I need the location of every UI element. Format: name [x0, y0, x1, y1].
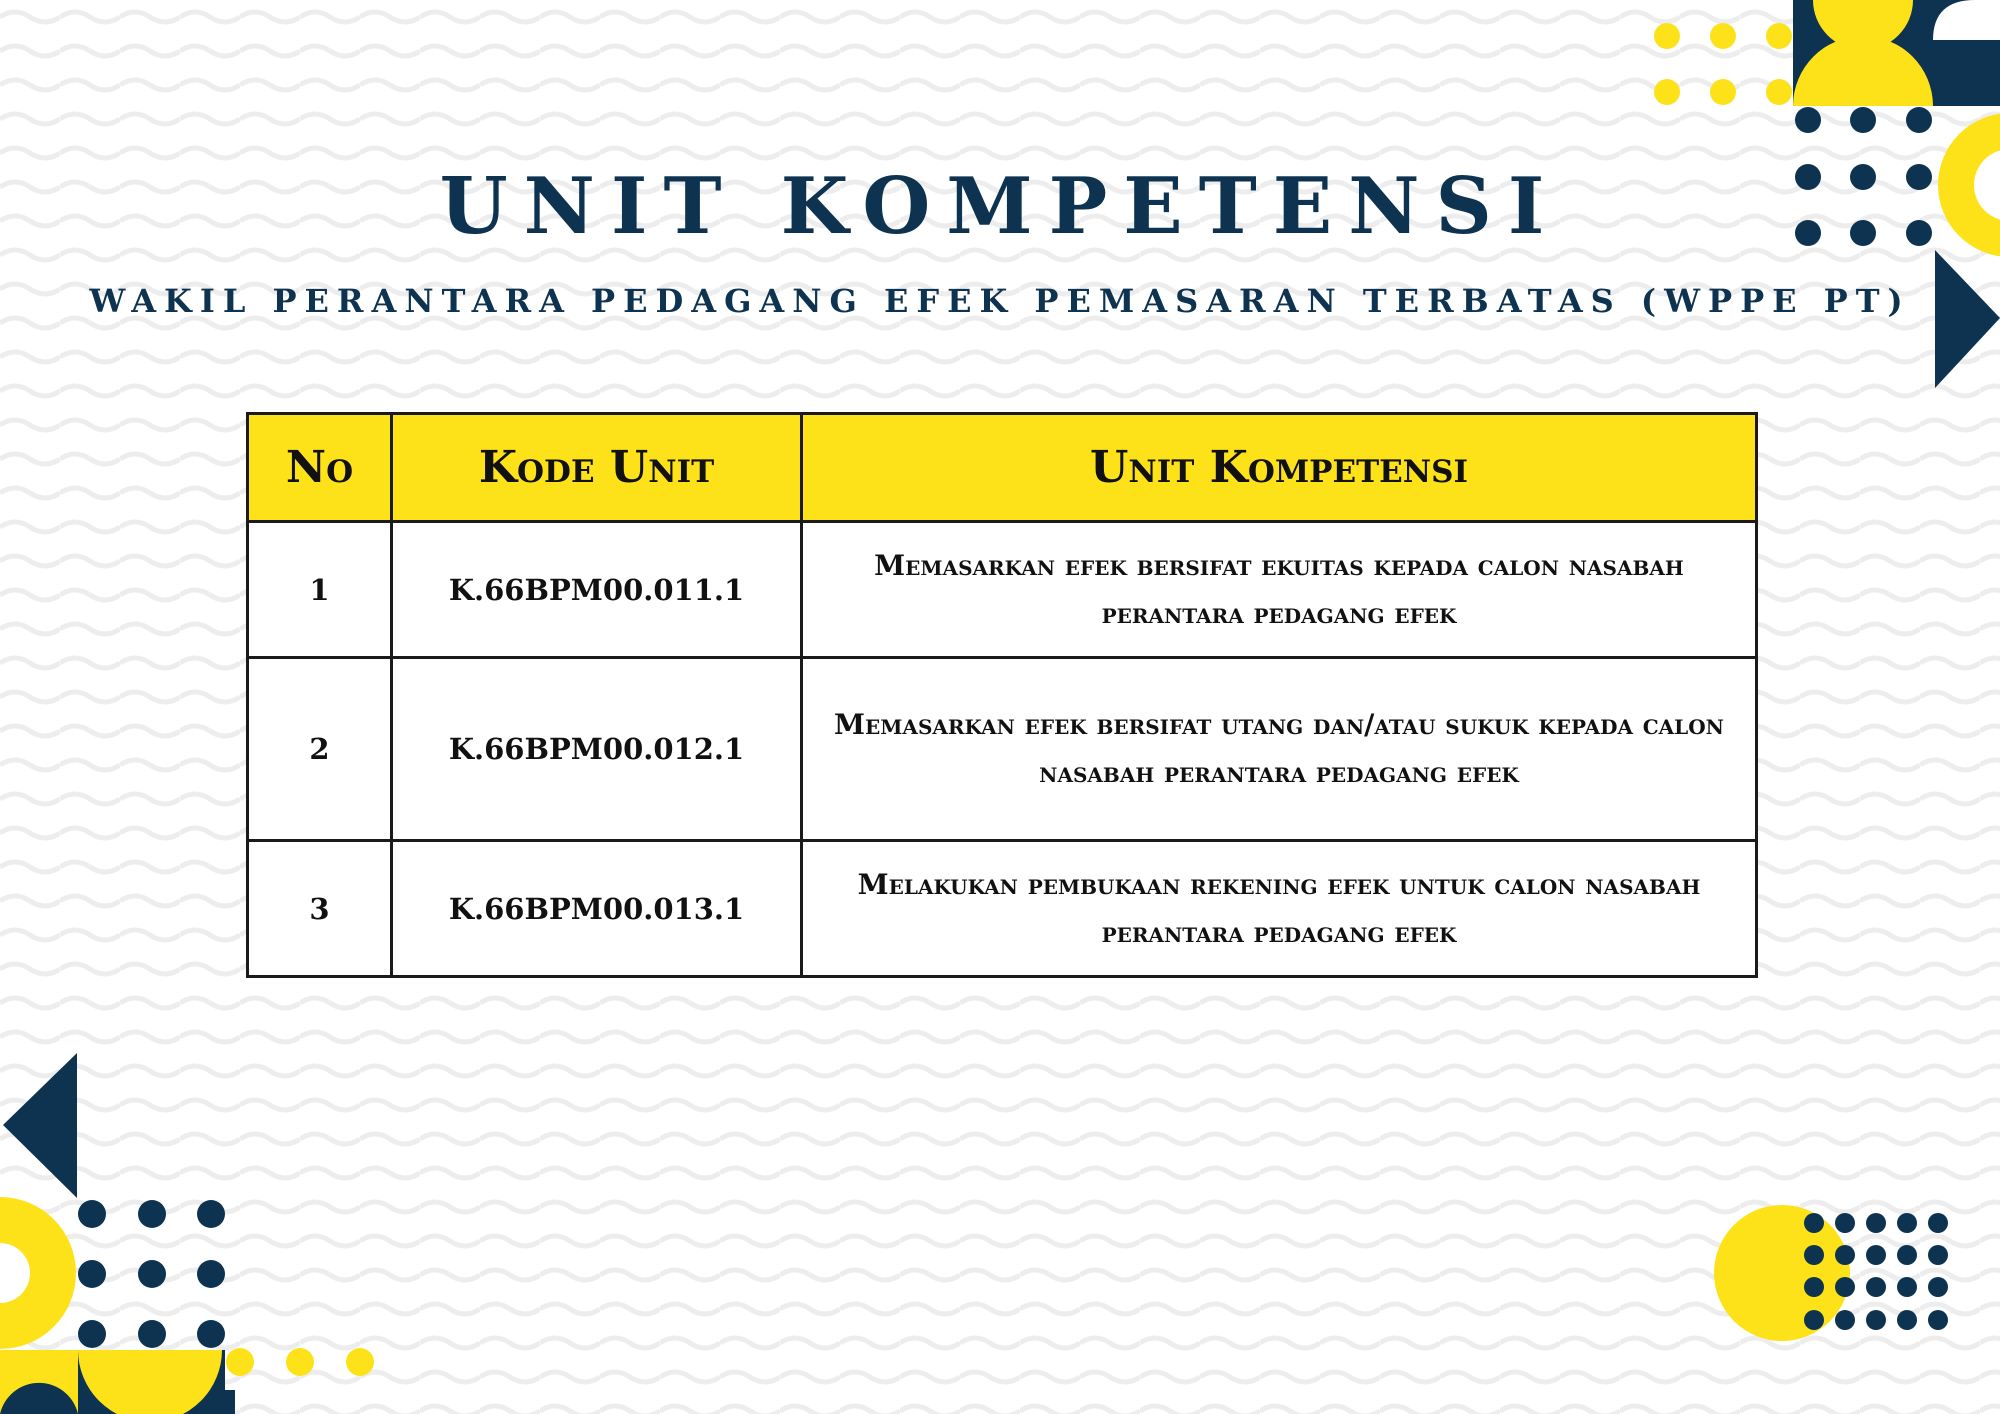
table-row — [248, 658, 1757, 841]
cell-kode-unit: K.66BPM00.012.1 — [392, 658, 802, 841]
cell-no: 3 — [248, 841, 392, 977]
header-kode-unit: Kode Unit — [392, 414, 802, 522]
cell-unit-kompetensi: Memasarkan efek bersifat utang dan/atau sukuk kepada calon nasabah perantara pedagang efek — [802, 658, 1757, 841]
table-row — [248, 841, 1757, 977]
page-subtitle: WAKIL PERANTARA PEDAGANG EFEK PEMASARAN TERBATAS (WPPE PT) — [89, 282, 1911, 320]
cell-no: 2 — [248, 658, 392, 841]
header-unit-kompetensi: Unit Kompetensi — [802, 414, 1757, 522]
page-title: UNIT KOMPETENSI — [439, 161, 1561, 252]
cell-unit-kompetensi: Melakukan pembukaan rekening efek untuk calon nasabah perantara pedagang efek — [802, 841, 1757, 977]
cell-kode-unit: K.66BPM00.011.1 — [392, 522, 802, 658]
table-header-row — [248, 414, 1757, 522]
table-row — [248, 522, 1757, 658]
cell-kode-unit: K.66BPM00.013.1 — [392, 841, 802, 977]
cell-no: 1 — [248, 522, 392, 658]
header-no: No — [248, 414, 392, 522]
competency-table — [246, 412, 1758, 978]
semicircle-icon — [1714, 1205, 1850, 1341]
cell-unit-kompetensi: Memasarkan efek bersifat ekuitas kepada calon nasabah perantara pedagang efek — [802, 522, 1757, 658]
